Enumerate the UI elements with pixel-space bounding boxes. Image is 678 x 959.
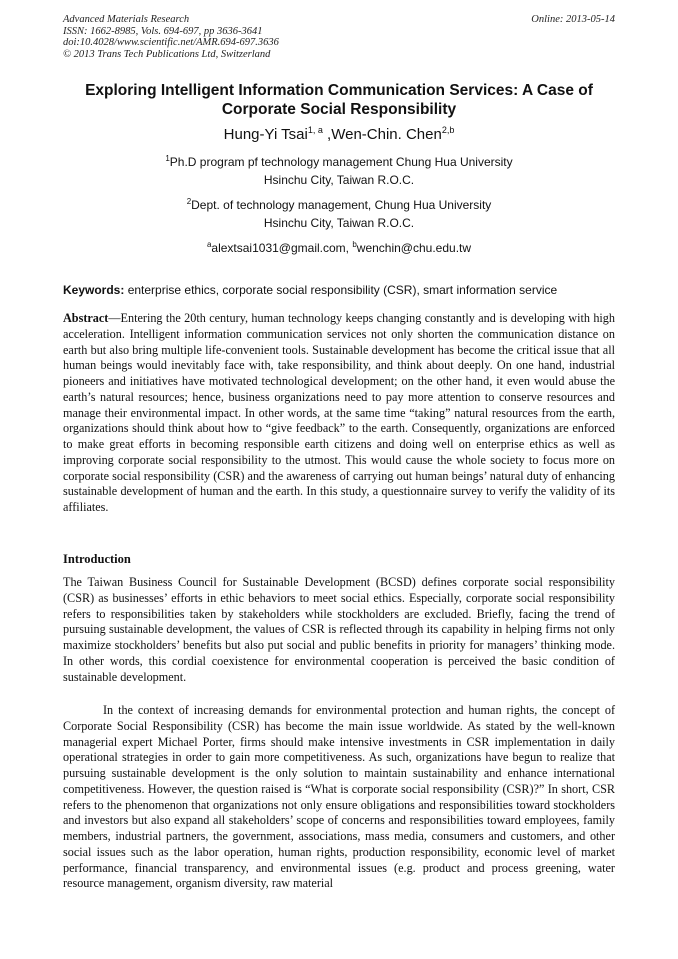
author-line (63, 121, 615, 144)
paper-title (63, 81, 615, 119)
keywords-label: Keywords: (63, 283, 125, 297)
title-line-1: Exploring Intelligent Information Communication Services: A Case of (85, 82, 593, 99)
issn-line: ISSN: 1662-8985, Vols. 694-697, pp 3636-3641 (63, 25, 263, 37)
intro-paragraph-1: The Taiwan Business Council for Sustainable Development (BCSD) defines corporate social responsibility (CSR) as businesses’ efforts in ethic behaviors to meet social ethics. Especially, corporate social responsibility refers to responsibilities taken by stakeholders while stockholders are excluded. Briefly, facing the trend of pursuing sustainable development, the values of CSR is reflected through its capability in helping firms not only maximize stockholders’ benefits but also put social and public benefits in priority for managers’ thinking mode. In other words, this cordial coexistence for environmental cooperation is perceived the basic condition of sustainable development. (63, 575, 615, 684)
online-date: Online: 2013-05-14 (531, 14, 615, 25)
author-1-sup: 1, a (307, 125, 323, 135)
affiliation-2-line-1 (63, 191, 615, 213)
author-2: Wen-Chin. Chen (331, 126, 442, 143)
affiliations (63, 148, 615, 256)
affiliation-1-sup: 1 (165, 154, 170, 163)
author-2-sup: 2,b (441, 125, 455, 135)
affiliation-2-line-2: Hsinchu City, Taiwan R.O.C. (263, 215, 415, 230)
doi-line: doi:10.4028/www.scientific.net/AMR.694-697.3636 (63, 37, 279, 48)
abstract (63, 311, 615, 516)
title-line-2: Corporate Social Responsibility (221, 101, 457, 118)
email-b-sup: b (352, 240, 357, 249)
introduction-heading: Introduction (63, 552, 131, 566)
affiliation-1-text: Ph.D program pf technology management Chung Hua University (169, 155, 513, 169)
affiliation-1-line-1 (63, 148, 615, 170)
email-b[interactable]: wenchin@chu.edu.tw (356, 241, 472, 255)
copyright-line: © 2013 Trans Tech Publications Ltd, Switzerland (63, 48, 271, 60)
author-separator: , (322, 126, 332, 143)
abstract-label: Abstract (63, 311, 109, 325)
affiliation-2-text: Dept. of technology management, Chung Hua University (191, 198, 492, 212)
abstract-text: —Entering the 20th century, human technology keeps changing constantly and is developing with high acceleration. Intelligent information communication services not only shorten the communication distance on earth but also bring multiple life-convenient tools. Sustainable development has become the critical issue that all human beings would inevitably face with, take responsibility, and think about deeply. On one hand, industrial pioneers and initiatives have motivated technological development; on the other hand, it even would abuse the earth’s natural resources; hence, business organizations need to pay more attention to conserve resources and manage their environmental impact. In other words, at the same time “taking” natural resources from the earth, organizations should think about how to “give feedback” to the earth. Consequently, organizations are enforced to make great efforts in becoming responsible earth citizens and doing well on enterprise ethics as well as improving corporate social responsibility to the utmost. This would cause the whole society to focus more on corporate social responsibility (CSR) and the awareness of carrying out human beings’ natural duty of enhancing sustainable development of human and the earth. In this study, a questionnaire survey to verify the validity of its affiliates. (63, 311, 615, 514)
affiliation-2-sup: 2 (186, 197, 192, 206)
keywords (63, 283, 623, 298)
email-line (63, 234, 615, 256)
author-1: Hung-Yi Tsai (223, 126, 308, 143)
journal-name: Advanced Materials Research (63, 14, 190, 25)
email-a-sup: a (206, 240, 212, 249)
email-a[interactable]: alextsai1031@gmail.com, (211, 241, 353, 255)
keywords-text: enterprise ethics, corporate social responsibility (CSR), smart information service (124, 283, 558, 297)
intro-paragraph-2: In the context of increasing demands for environmental protection and human rights, the concept of Corporate Social Responsibility (CSR) has become the main issue worldwide. As stated by the well-known managerial expert Michael Porter, firms should make intensive investments in CSR implementation in daily operational strategies in order to gain more competitiveness. As such, organizations have begun to realize that pursuing sustainable development is the only solution to maintain sustainability and enhance international competitiveness. However, the question raised is “What is corporate social responsibility (CSR)?” In short, CSR refers to the phenomenon that organizations not only ensure obligations and responsibilities toward stockholders and investors but also expand all stakeholders’ scope of concerns and responsibilities toward employees, family members, industrial partners, the government, associations, mass media, consumers and customers, and other social issues such as the labor operation, human rights, production responsibility, economic level of market performance, financial transparency, and environmental issues (e.g. product and process greening, water resource management, organism diversity, raw material (63, 703, 615, 891)
affiliation-1-line-2: Hsinchu City, Taiwan R.O.C. (263, 172, 415, 187)
journal-header (63, 14, 615, 60)
